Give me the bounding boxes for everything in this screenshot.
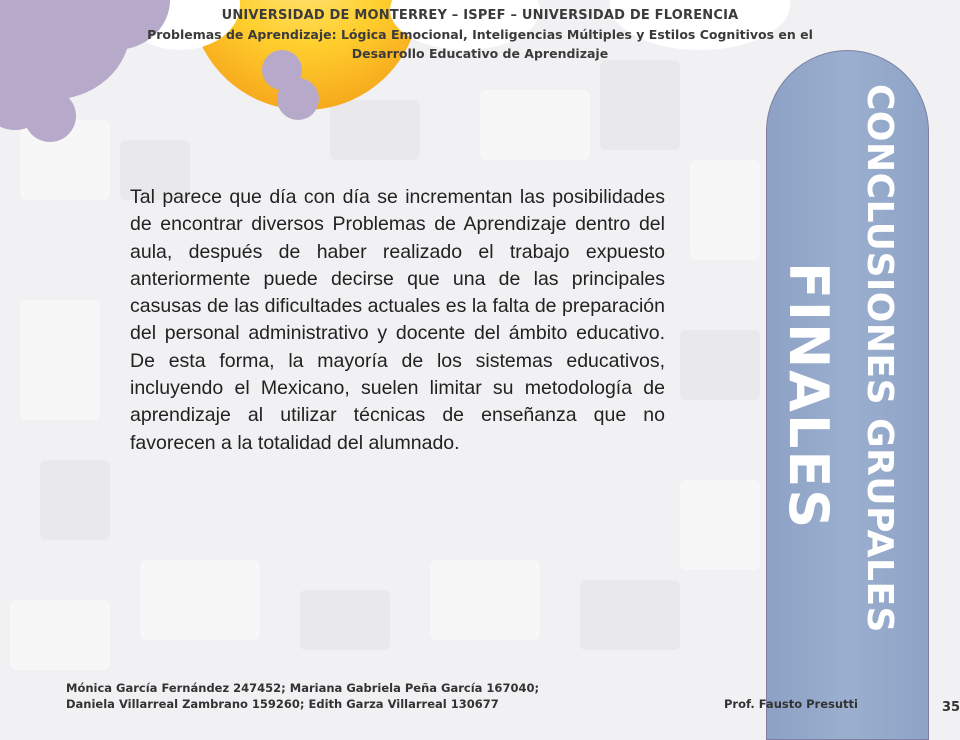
conclusion-paragraph: Tal parece que día con día se incrementan las posibilidades de encontrar diversos Problemas de Aprendizaje dentro del aula, después de haber realizado el trabajo expuesto anteriormente puede decirse que una de las principales casusas de las dificultades actuales es la falta de preparación del personal administrativo y docente del ámbito educativo. De esta forma, la mayoría de los sistemas educativos, incluyendo el Mexicano, suelen limitar su metodología de aprendizaje al utilizar técnicas de enseñanza que no favorecen a la totalidad del alumnado. bbox=[130, 186, 665, 454]
panel-title-line2: FINALES bbox=[777, 262, 840, 531]
university-header: UNIVERSIDAD DE MONTERREY – ISPEF – UNIVERSIDAD DE FLORENCIA bbox=[221, 8, 739, 23]
panel-title-line1: CONCLUSIONES GRUPALES bbox=[859, 84, 900, 633]
authors-line-2: Daniela Villarreal Zambrano 159260; Edith Garza Villarreal 130677 bbox=[66, 697, 499, 711]
course-title: Problemas de Aprendizaje: Lógica Emocional, Inteligencias Múltiples y Estilos Cognitivos en el bbox=[147, 27, 813, 42]
professor-name: Prof. Fausto Presutti bbox=[724, 697, 858, 711]
authors-line-1: Mónica García Fernández 247452; Mariana Gabriela Peña García 167040; bbox=[66, 681, 540, 695]
page-number: 35 bbox=[942, 700, 960, 715]
course-subtitle: Desarrollo Educativo de Aprendizaje bbox=[351, 46, 609, 61]
